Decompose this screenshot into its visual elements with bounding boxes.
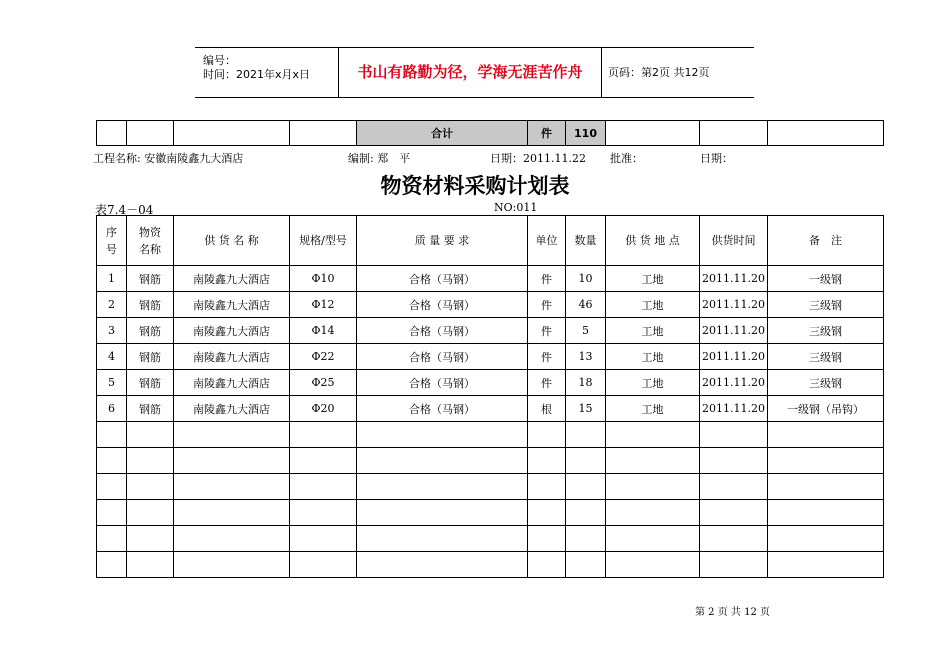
- quality-requirement-cell: [357, 474, 528, 500]
- supplier-name-cell: 南陵鑫九大酒店: [174, 344, 290, 370]
- header-divider: [601, 48, 602, 97]
- total-qty: 110: [566, 121, 606, 146]
- compile-date: 日期：2011.11.22: [490, 152, 586, 165]
- supplier-name-cell: 南陵鑫九大酒店: [174, 292, 290, 318]
- delivery-location-cell: [606, 474, 700, 500]
- delivery-time-cell: [700, 552, 768, 578]
- material-name-cell: 钢筋: [127, 344, 174, 370]
- table-row: [97, 344, 884, 370]
- material-name-cell: [127, 448, 174, 474]
- delivery-location-cell: 工地: [606, 292, 700, 318]
- remarks-cell: [768, 448, 884, 474]
- table-row: [97, 396, 884, 422]
- spec-model-cell: [290, 500, 357, 526]
- spec-model-cell: Φ10: [290, 266, 357, 292]
- page-title: 物资材料采购计划表: [380, 174, 570, 198]
- empty-cell: [174, 121, 290, 146]
- table-row: [97, 552, 884, 578]
- row-number-cell: 1: [97, 266, 127, 292]
- header-cell: 质 量 要 求: [357, 216, 528, 266]
- page-info: 页码：第2页 共12页: [608, 66, 710, 79]
- supplier-name-cell: [174, 552, 290, 578]
- remarks-cell: 三级钢: [768, 344, 884, 370]
- unit-cell: [528, 448, 566, 474]
- unit-cell: [528, 552, 566, 578]
- material-name-cell: [127, 422, 174, 448]
- quality-requirement-cell: 合格（马钢）: [357, 396, 528, 422]
- form-number: 表7.4－04: [95, 203, 154, 217]
- row-number-cell: [97, 474, 127, 500]
- delivery-location-cell: 工地: [606, 266, 700, 292]
- spec-model-cell: Φ12: [290, 292, 357, 318]
- material-name-cell: [127, 526, 174, 552]
- header-cell: 供货时间: [700, 216, 768, 266]
- header-meta: [195, 48, 338, 97]
- document-number: NO:011: [494, 201, 538, 214]
- quality-requirement-cell: 合格（马钢）: [357, 318, 528, 344]
- delivery-location-cell: [606, 552, 700, 578]
- quantity-cell: [566, 474, 606, 500]
- row-number-cell: 3: [97, 318, 127, 344]
- total-row-table: [96, 120, 884, 146]
- approve-date: 日期：: [700, 152, 733, 165]
- row-number-cell: [97, 422, 127, 448]
- quantity-cell: [566, 500, 606, 526]
- table-row: [97, 370, 884, 396]
- remarks-cell: 一级钢（吊钩）: [768, 396, 884, 422]
- header-cell: 物资名称: [127, 216, 174, 266]
- page-footer: 第 2 页 共 12 页: [695, 607, 770, 618]
- row-number-cell: [97, 500, 127, 526]
- remarks-cell: [768, 552, 884, 578]
- remarks-cell: 三级钢: [768, 370, 884, 396]
- remarks-cell: [768, 474, 884, 500]
- material-name-cell: [127, 474, 174, 500]
- remarks-cell: [768, 500, 884, 526]
- supplier-name-cell: [174, 448, 290, 474]
- header-cell: 序号: [97, 216, 127, 266]
- spec-model-cell: [290, 474, 357, 500]
- empty-cell: [290, 121, 357, 146]
- delivery-time-cell: 2011.11.20: [700, 292, 768, 318]
- row-number-cell: [97, 526, 127, 552]
- delivery-location-cell: [606, 448, 700, 474]
- unit-cell: 件: [528, 292, 566, 318]
- material-name-cell: 钢筋: [127, 318, 174, 344]
- supplier-name-cell: 南陵鑫九大酒店: [174, 396, 290, 422]
- unit-cell: 件: [528, 370, 566, 396]
- unit-cell: [528, 422, 566, 448]
- spec-model-cell: Φ14: [290, 318, 357, 344]
- remarks-cell: 一级钢: [768, 266, 884, 292]
- empty-cell: [606, 121, 700, 146]
- unit-cell: [528, 526, 566, 552]
- table-row: [97, 448, 884, 474]
- empty-cell: [127, 121, 174, 146]
- quantity-cell: [566, 552, 606, 578]
- remarks-cell: [768, 422, 884, 448]
- material-name-cell: 钢筋: [127, 292, 174, 318]
- remarks-cell: [768, 526, 884, 552]
- supplier-name-cell: [174, 474, 290, 500]
- header-cell: 供 货 地 点: [606, 216, 700, 266]
- spec-model-cell: Φ22: [290, 344, 357, 370]
- page-header: [195, 47, 754, 98]
- unit-cell: 件: [528, 318, 566, 344]
- delivery-time-cell: [700, 474, 768, 500]
- table-row: [97, 422, 884, 448]
- quality-requirement-cell: [357, 526, 528, 552]
- quantity-cell: 10: [566, 266, 606, 292]
- empty-cell: [97, 121, 127, 146]
- row-number-cell: 2: [97, 292, 127, 318]
- quantity-cell: 46: [566, 292, 606, 318]
- supplier-name-cell: 南陵鑫九大酒店: [174, 318, 290, 344]
- motto-text: 书山有路勤为径，学海无涯苦作舟: [357, 63, 583, 81]
- quantity-cell: 18: [566, 370, 606, 396]
- empty-cell: [700, 121, 768, 146]
- time-label: 时间：2021年x月x日: [203, 68, 311, 81]
- delivery-time-cell: [700, 448, 768, 474]
- row-number-cell: [97, 448, 127, 474]
- delivery-time-cell: 2011.11.20: [700, 396, 768, 422]
- header-cell: 数量: [566, 216, 606, 266]
- total-label: 合计: [357, 121, 528, 146]
- material-name-cell: 钢筋: [127, 370, 174, 396]
- quality-requirement-cell: [357, 448, 528, 474]
- quantity-cell: [566, 526, 606, 552]
- header-cell: 规格/型号: [290, 216, 357, 266]
- header-cell: 备 注: [768, 216, 884, 266]
- quantity-cell: 15: [566, 396, 606, 422]
- supplier-name-cell: 南陵鑫九大酒店: [174, 266, 290, 292]
- quality-requirement-cell: 合格（马钢）: [357, 266, 528, 292]
- number-label: 编号：: [203, 54, 236, 67]
- row-number-cell: 4: [97, 344, 127, 370]
- table-row: [97, 292, 884, 318]
- material-name-cell: [127, 500, 174, 526]
- delivery-time-cell: 2011.11.20: [700, 344, 768, 370]
- spec-model-cell: [290, 552, 357, 578]
- material-name-cell: [127, 552, 174, 578]
- table-row: [97, 318, 884, 344]
- delivery-time-cell: 2011.11.20: [700, 266, 768, 292]
- material-name-cell: 钢筋: [127, 266, 174, 292]
- supplier-name-cell: [174, 500, 290, 526]
- spec-model-cell: [290, 526, 357, 552]
- row-number-cell: 6: [97, 396, 127, 422]
- quantity-cell: 5: [566, 318, 606, 344]
- unit-cell: [528, 500, 566, 526]
- row-number-cell: [97, 552, 127, 578]
- table-row: [97, 526, 884, 552]
- spec-model-cell: Φ20: [290, 396, 357, 422]
- approver: 批准：: [610, 152, 643, 165]
- remarks-cell: 三级钢: [768, 318, 884, 344]
- table-row: [97, 474, 884, 500]
- delivery-time-cell: [700, 500, 768, 526]
- header-cell: 单位: [528, 216, 566, 266]
- delivery-time-cell: 2011.11.20: [700, 318, 768, 344]
- total-unit: 件: [528, 121, 566, 146]
- delivery-location-cell: [606, 526, 700, 552]
- delivery-time-cell: [700, 422, 768, 448]
- unit-cell: [528, 474, 566, 500]
- quality-requirement-cell: [357, 422, 528, 448]
- quality-requirement-cell: [357, 552, 528, 578]
- unit-cell: 件: [528, 344, 566, 370]
- header-cell: 供 货 名 称: [174, 216, 290, 266]
- delivery-location-cell: 工地: [606, 370, 700, 396]
- quality-requirement-cell: 合格（马钢）: [357, 292, 528, 318]
- delivery-location-cell: 工地: [606, 344, 700, 370]
- delivery-location-cell: [606, 422, 700, 448]
- empty-cell: [768, 121, 884, 146]
- spec-model-cell: [290, 422, 357, 448]
- delivery-location-cell: 工地: [606, 318, 700, 344]
- supplier-name-cell: 南陵鑫九大酒店: [174, 370, 290, 396]
- project-name: 工程名称: 安徽南陵鑫九大酒店: [93, 152, 244, 165]
- delivery-time-cell: 2011.11.20: [700, 370, 768, 396]
- delivery-time-cell: [700, 526, 768, 552]
- quality-requirement-cell: 合格（马钢）: [357, 344, 528, 370]
- compiler: 编制: 郑 平: [348, 152, 411, 165]
- quality-requirement-cell: [357, 500, 528, 526]
- supplier-name-cell: [174, 422, 290, 448]
- table-row: [97, 500, 884, 526]
- delivery-location-cell: [606, 500, 700, 526]
- delivery-location-cell: 工地: [606, 396, 700, 422]
- row-number-cell: 5: [97, 370, 127, 396]
- unit-cell: 根: [528, 396, 566, 422]
- quantity-cell: 13: [566, 344, 606, 370]
- supplier-name-cell: [174, 526, 290, 552]
- quantity-cell: [566, 422, 606, 448]
- material-name-cell: 钢筋: [127, 396, 174, 422]
- table-row: [97, 266, 884, 292]
- unit-cell: 件: [528, 266, 566, 292]
- remarks-cell: 三级钢: [768, 292, 884, 318]
- purchase-plan-table: [96, 215, 884, 578]
- table-header-row: [97, 216, 884, 266]
- quality-requirement-cell: 合格（马钢）: [357, 370, 528, 396]
- quantity-cell: [566, 448, 606, 474]
- spec-model-cell: [290, 448, 357, 474]
- spec-model-cell: Φ25: [290, 370, 357, 396]
